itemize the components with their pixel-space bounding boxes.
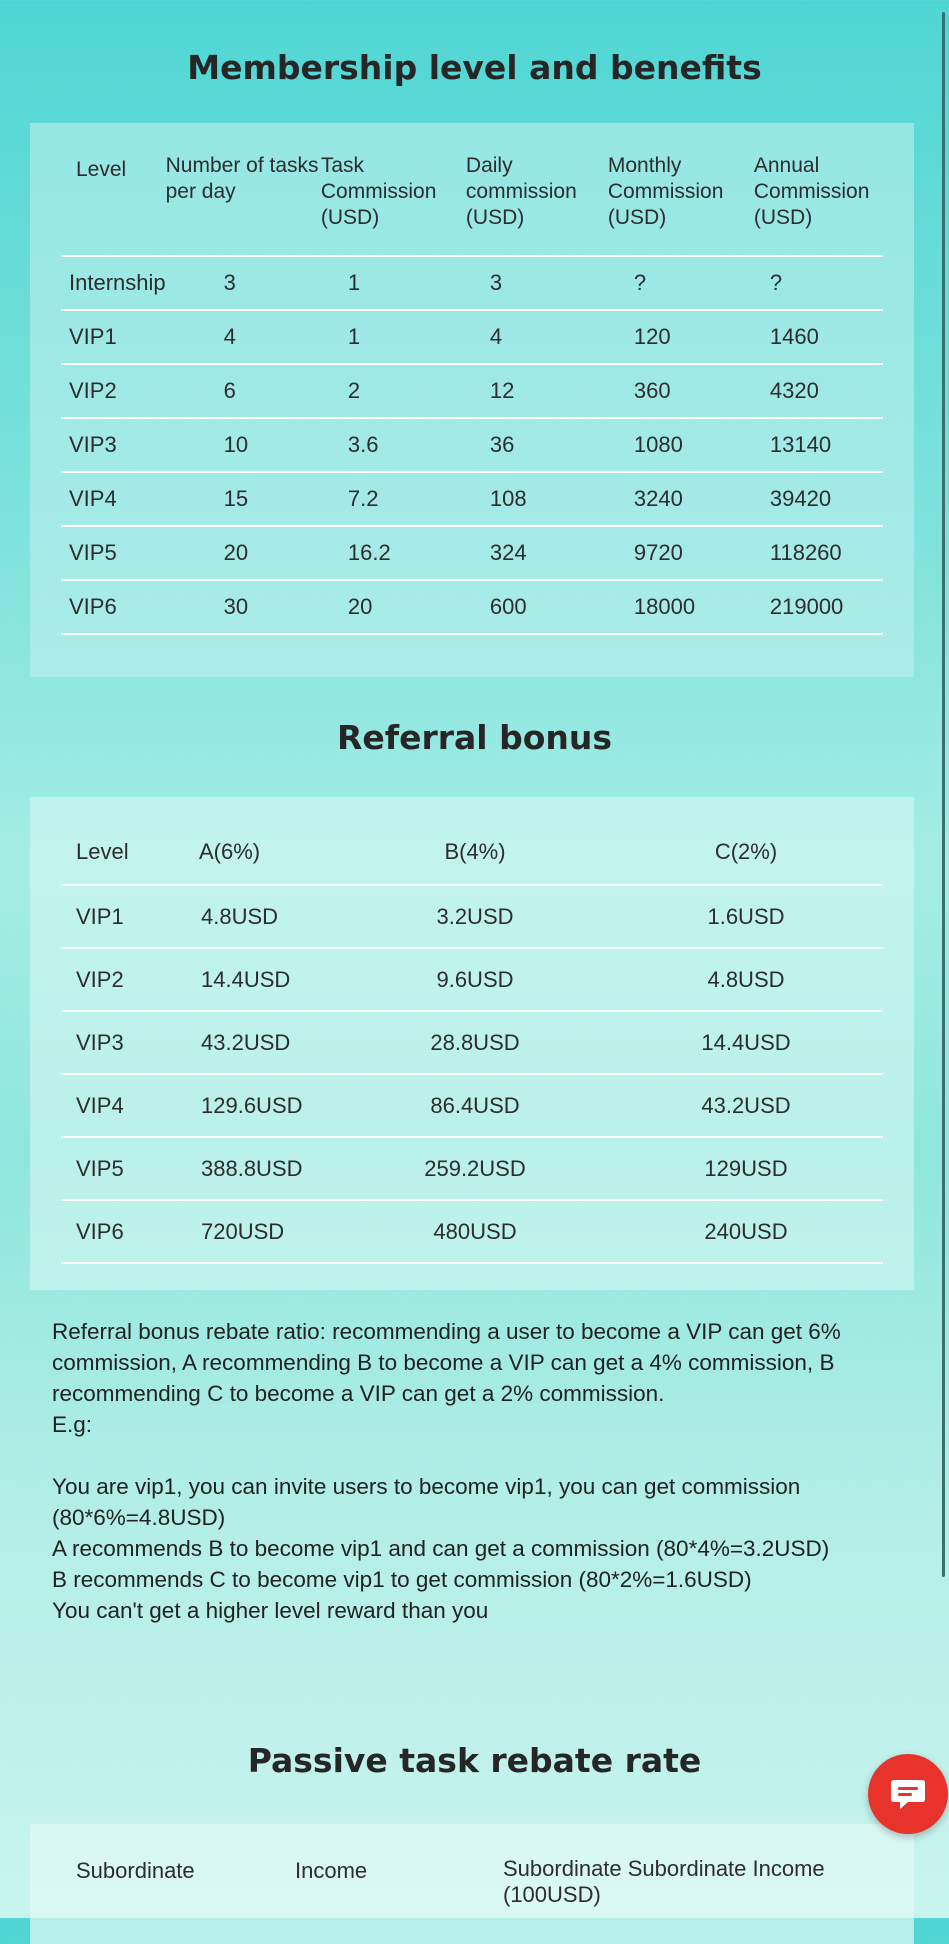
- annual-commission-cell: 118260: [769, 540, 842, 565]
- monthly-commission-cell: 1080: [633, 432, 683, 457]
- passive-header-row: [61, 1856, 911, 1908]
- col-header-subordinate: Subordinate: [76, 1858, 195, 1883]
- passive-title: Passive task rebate rate: [247, 1741, 702, 1780]
- b-bonus-cell: 3.2USD: [436, 903, 514, 929]
- membership-row: [61, 472, 883, 526]
- referral-panel: [30, 797, 914, 1290]
- chat-button[interactable]: [868, 1754, 948, 1834]
- task-commission-cell: 2: [347, 378, 361, 403]
- a-bonus-cell: 129.6USD: [201, 1092, 303, 1118]
- level-cell: VIP3: [76, 1029, 124, 1055]
- col-header-daily-commission: Daily commission (USD): [465, 154, 577, 229]
- annual-commission-cell: 39420: [769, 486, 832, 511]
- level-cell: VIP6: [76, 1218, 124, 1244]
- col-header-level: Level: [76, 158, 127, 181]
- level-cell: VIP6: [69, 594, 117, 619]
- col-header-level: Level: [76, 838, 129, 864]
- explanation-text: Referral bonus rebate ratio: recommending a user to become a VIP can get 6% commission, A recommending B to become a VIP can get a 4% commission, B recommending C to become a VIP can get a 2% commission. E.g: You are vip1, you can invite users to become vip1, you can get commission (80*6%=4.8USD) A recommends B to become vip1 and can get a commission (80*4%=3.2USD) B recommends C to become vip1 to get commission (80*2%=1.6USD) You can't get a higher level reward than you: [52, 1319, 841, 1623]
- c-bonus-cell: 14.4USD: [701, 1029, 791, 1055]
- membership-row: [61, 418, 883, 472]
- membership-row: [61, 580, 883, 634]
- tasks-cell: 15: [223, 486, 249, 511]
- annual-commission-cell: ?: [769, 270, 783, 295]
- membership-panel: [30, 123, 914, 677]
- c-bonus-cell: 1.6USD: [707, 903, 785, 929]
- membership-row: [61, 526, 883, 580]
- membership-table: [61, 153, 883, 635]
- col-header-tasks-per-day: Number of tasks per day: [165, 154, 319, 203]
- referral-header-row: [61, 819, 883, 885]
- referral-row: [61, 1011, 883, 1074]
- daily-commission-cell: 108: [489, 486, 527, 511]
- referral-row: [61, 948, 883, 1011]
- task-commission-cell: 16.2: [347, 540, 391, 565]
- daily-commission-cell: 3: [489, 270, 503, 295]
- referral-row: [61, 1200, 883, 1263]
- col-header-c: C(2%): [714, 838, 778, 864]
- c-bonus-cell: 4.8USD: [707, 966, 785, 992]
- a-bonus-cell: 4.8USD: [201, 903, 279, 929]
- level-cell: VIP2: [69, 378, 117, 403]
- level-cell: VIP1: [69, 324, 117, 349]
- level-cell: VIP2: [76, 966, 124, 992]
- a-bonus-cell: 14.4USD: [201, 966, 291, 992]
- level-cell: VIP1: [76, 903, 124, 929]
- tasks-cell: 3: [223, 270, 236, 295]
- col-header-sub-sub-income: Subordinate Subordinate Income (100USD): [503, 1856, 825, 1907]
- level-cell: VIP5: [69, 540, 117, 565]
- membership-row: [61, 256, 883, 310]
- referral-explanation: [52, 1316, 922, 1626]
- b-bonus-cell: 259.2USD: [424, 1155, 526, 1181]
- monthly-commission-cell: 3240: [633, 486, 683, 511]
- referral-row: [61, 1074, 883, 1137]
- task-commission-cell: 20: [347, 594, 373, 619]
- membership-title: Membership level and benefits: [187, 48, 762, 87]
- tasks-cell: 4: [223, 324, 236, 349]
- annual-commission-cell: 219000: [769, 594, 844, 619]
- tasks-cell: 6: [223, 378, 236, 403]
- monthly-commission-cell: 18000: [633, 594, 696, 619]
- membership-header-row: [61, 153, 883, 256]
- annual-commission-cell: 4320: [769, 378, 819, 403]
- level-cell: VIP4: [69, 486, 117, 511]
- annual-commission-cell: 13140: [769, 432, 832, 457]
- level-cell: Internship: [69, 270, 166, 295]
- b-bonus-cell: 28.8USD: [430, 1029, 520, 1055]
- tasks-cell: 30: [223, 594, 249, 619]
- referral-title: Referral bonus: [336, 718, 613, 757]
- passive-panel: [30, 1824, 914, 1944]
- annual-commission-cell: 1460: [769, 324, 819, 349]
- referral-row: [61, 885, 883, 948]
- col-header-income: Income: [295, 1858, 368, 1883]
- b-bonus-cell: 480USD: [433, 1218, 517, 1244]
- daily-commission-cell: 36: [489, 432, 515, 457]
- a-bonus-cell: 388.8USD: [201, 1155, 303, 1181]
- col-header-task-commission: Task Commission (USD): [320, 154, 437, 229]
- c-bonus-cell: 129USD: [704, 1155, 788, 1181]
- level-cell: VIP4: [76, 1092, 124, 1118]
- col-header-monthly-commission: Monthly Commission (USD): [607, 154, 724, 229]
- monthly-commission-cell: 360: [633, 378, 671, 403]
- b-bonus-cell: 9.6USD: [436, 966, 514, 992]
- page-scrollbar[interactable]: [942, 12, 945, 1577]
- task-commission-cell: 1: [347, 270, 361, 295]
- task-commission-cell: 3.6: [347, 432, 379, 457]
- daily-commission-cell: 12: [489, 378, 515, 403]
- a-bonus-cell: 720USD: [201, 1218, 285, 1244]
- membership-row: [61, 364, 883, 418]
- passive-table: [61, 1856, 911, 1908]
- col-header-annual-commission: Annual Commission (USD): [753, 154, 870, 229]
- tasks-cell: 20: [223, 540, 249, 565]
- daily-commission-cell: 4: [489, 324, 503, 349]
- level-cell: VIP5: [76, 1155, 124, 1181]
- c-bonus-cell: 240USD: [704, 1218, 788, 1244]
- chat-bubble-icon: [888, 1774, 928, 1814]
- col-header-b: B(4%): [444, 838, 506, 864]
- a-bonus-cell: 43.2USD: [201, 1029, 291, 1055]
- col-header-a: A(6%): [199, 838, 261, 864]
- task-commission-cell: 1: [347, 324, 361, 349]
- daily-commission-cell: 324: [489, 540, 527, 565]
- referral-table: [61, 819, 883, 1264]
- referral-row: [61, 1137, 883, 1200]
- b-bonus-cell: 86.4USD: [430, 1092, 520, 1118]
- level-cell: VIP3: [69, 432, 117, 457]
- monthly-commission-cell: 120: [633, 324, 671, 349]
- c-bonus-cell: 43.2USD: [701, 1092, 791, 1118]
- daily-commission-cell: 600: [489, 594, 527, 619]
- task-commission-cell: 7.2: [347, 486, 379, 511]
- tasks-cell: 10: [223, 432, 249, 457]
- monthly-commission-cell: 9720: [633, 540, 683, 565]
- membership-row: [61, 310, 883, 364]
- monthly-commission-cell: ?: [633, 270, 647, 295]
